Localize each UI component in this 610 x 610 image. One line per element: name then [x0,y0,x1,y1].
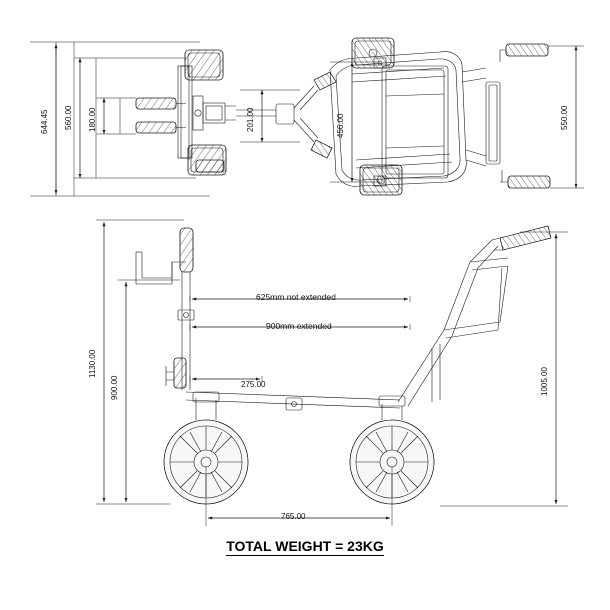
total-weight-text: TOTAL WEIGHT = 23KG [226,538,384,554]
note-extended: 900mm extended [266,321,332,331]
dim-overall-height: 1130.00 [88,349,97,378]
dim-inner-width: 201.00 [246,107,255,132]
dim-front-offset: 275.00 [241,380,266,389]
dim-overall-height-left: 644.45 [40,109,49,134]
side-view-geometry [136,226,551,504]
dim-base-length: 765.00 [281,512,306,521]
note-not-extended: 625mm not extended [256,292,336,302]
dim-seat-width: 456.00 [336,113,345,138]
side-view-dimension-lines [96,220,568,526]
top-view-dimension-lines [30,42,584,196]
dim-handle-spacing: 180.00 [88,107,97,132]
dim-handle-height: 900.00 [110,375,119,400]
dim-overall-height-right: 550.00 [560,105,569,130]
dim-rear-height: 1005.00 [540,367,549,396]
total-weight-label [0,538,610,554]
dim-frame-height: 560.00 [64,105,73,130]
